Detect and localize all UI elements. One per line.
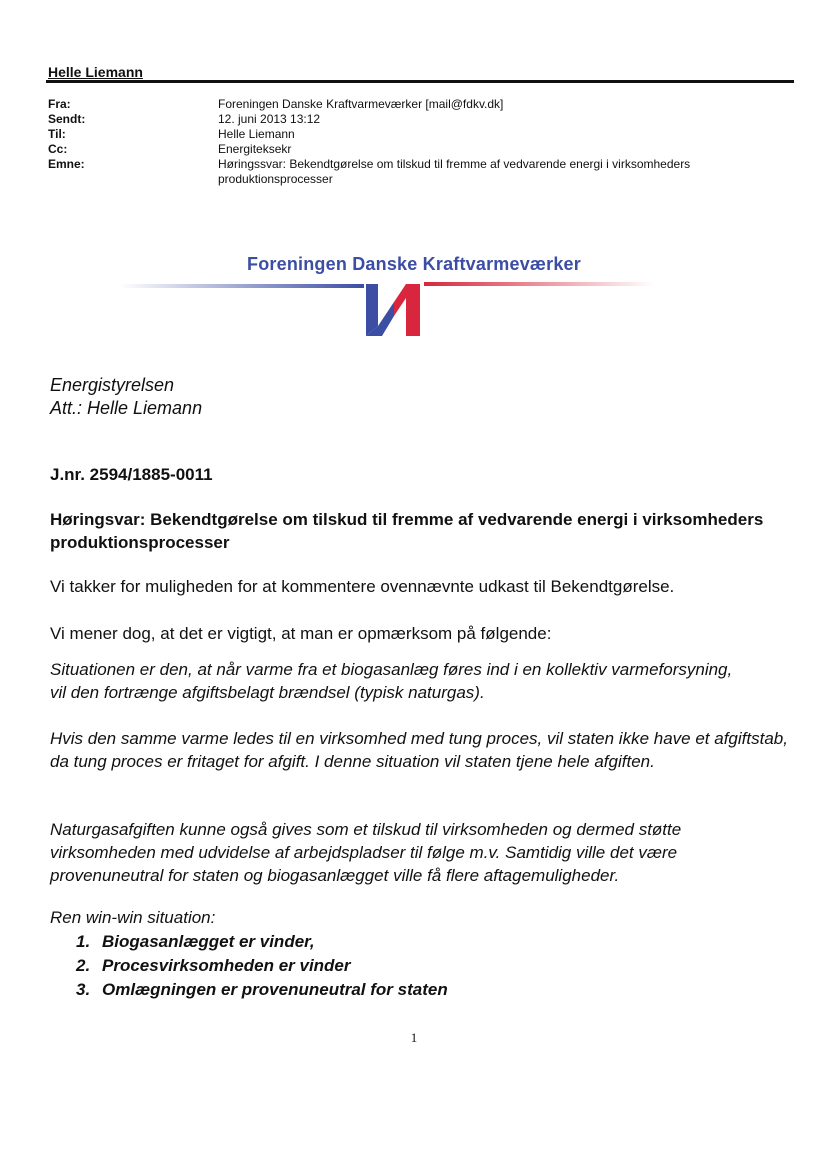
- organization-logo-title: Foreningen Danske Kraftvarmeværker: [247, 254, 581, 274]
- logo-red-line: [424, 282, 654, 286]
- meta-value: 12. juni 2013 13:12: [218, 112, 321, 126]
- paragraph-thanks: Vi takker for muligheden for at kommentere ovennævnte udkast til Bekendtgørelse.: [50, 577, 675, 596]
- list-item: [76, 954, 448, 978]
- letter-subject: Høringsvar: Bekendtgørelse om tilskud til fremme af vedvarende energi i virksomheders produktionsprocesser: [50, 510, 764, 552]
- email-meta: [48, 97, 778, 187]
- win-win-list: [76, 930, 448, 1002]
- email-sender-name: Helle Liemann: [48, 64, 143, 80]
- meta-row-cc: [48, 142, 778, 157]
- list-text: Procesvirksomheden er vinder: [102, 956, 351, 975]
- meta-label: Sendt:: [48, 112, 86, 126]
- journal-number: J.nr. 2594/1885-0011: [50, 465, 213, 484]
- logo-blue-line: [120, 284, 364, 288]
- paragraph-gas-tax: Naturgasafgiften kunne også gives som et tilskud til virksomheden og dermed støtte virksomheden med udvidelse af arbejdspladser til følge m.v. Samtidig ville det være provenuneutral for staten og biogasanlægget ville få flere aftagemuligheder.: [50, 820, 682, 885]
- meta-label: Emne:: [48, 157, 85, 171]
- meta-label: Cc:: [48, 142, 68, 156]
- paragraph-note: Vi mener dog, at det er vigtigt, at man er opmærksom på følgende:: [50, 624, 552, 643]
- meta-value: Høringssvar: Bekendtgørelse om tilskud til fremme af vedvarende energi i virksomheders produktionsprocesser: [218, 157, 691, 186]
- page-number: 1: [410, 1030, 418, 1045]
- list-number: 1.: [76, 932, 91, 951]
- recipient-name: Energistyrelsen: [50, 375, 175, 395]
- list-text: Biogasanlægget er vinder,: [102, 932, 315, 951]
- meta-value: Foreningen Danske Kraftvarmeværker [mail@fdkv.dk]: [218, 97, 504, 111]
- list-item: [76, 930, 448, 954]
- list-number: 2.: [76, 956, 91, 975]
- meta-row-to: [48, 127, 778, 142]
- list-number: 3.: [76, 980, 91, 999]
- paragraph-heavy-process: Hvis den samme varme ledes til en virksomhed med tung proces, vil staten ikke have et afgiftstab, da tung proces er fritaget for afgift. I denne situation vil staten tjene hele afgiften.: [50, 729, 788, 771]
- logo-red-bar: [406, 284, 420, 336]
- meta-row-from: [48, 97, 778, 112]
- recipient-block: [50, 374, 202, 420]
- meta-label: Til:: [48, 127, 66, 141]
- recipient-attention: Att.: Helle Liemann: [50, 398, 203, 418]
- list-intro: Ren win-win situation:: [50, 908, 216, 927]
- meta-value: Helle Liemann: [218, 127, 295, 141]
- meta-row-sent: [48, 112, 778, 127]
- organization-logo-icon: [364, 282, 424, 338]
- header-divider: [46, 80, 794, 83]
- meta-value: Energiteksekr: [218, 142, 292, 156]
- meta-row-subject: [48, 157, 778, 187]
- paragraph-situation: Situationen er den, at når varme fra et biogasanlæg føres ind i en kollektiv varmeforsyning, vil den fortrænge afgiftsbelagt brændsel (typisk naturgas).: [50, 660, 733, 702]
- list-item: [76, 978, 448, 1002]
- meta-label: Fra:: [48, 97, 71, 111]
- list-text: Omlægningen er provenuneutral for staten: [102, 980, 448, 999]
- logo-red-diagonal: [394, 284, 406, 316]
